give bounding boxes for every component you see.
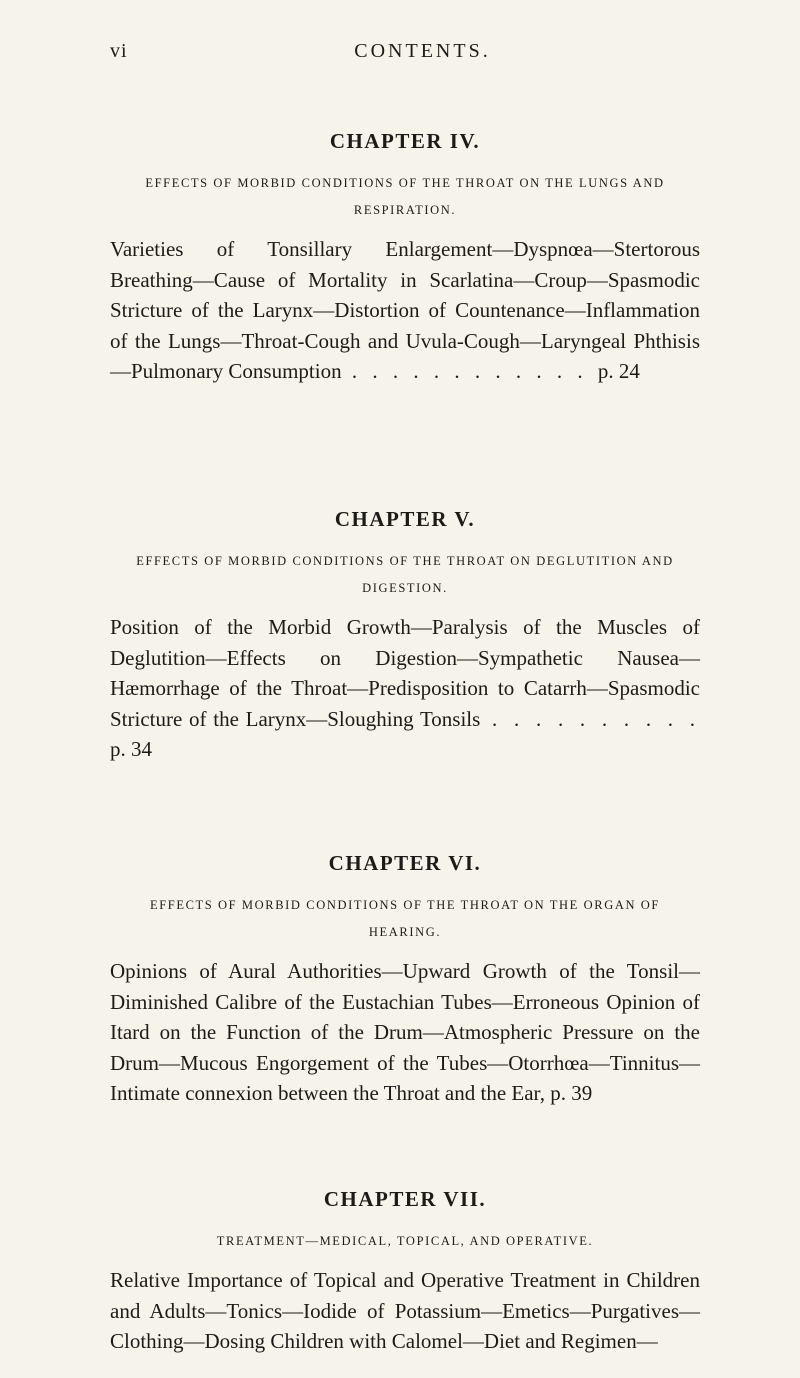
chapter-iv: [110, 126, 700, 408]
chapter-subtitle: EFFECTS OF MORBID CONDITIONS OF THE THROAT ON THE LUNGS AND RESPIRATION.: [145, 176, 665, 217]
dot-leader: . . . . . . . . . .: [480, 706, 701, 731]
chapter-summary: [110, 956, 700, 1109]
chapter-summary: [110, 1265, 700, 1357]
page-reference: p. 34: [110, 737, 152, 761]
running-title: CONTENTS.: [354, 40, 491, 62]
summary-text: Relative Importance of Topical and Operative Treatment in Children and Adults—Tonics—Iodide of Potassium—Emetics—Purgatives—Clothing—Dosing Children with Calomel—Diet and Regimen—: [110, 1268, 700, 1353]
chapter-subtitle: EFFECTS OF MORBID CONDITIONS OF THE THROAT ON DEGLUTITION AND DIGESTION.: [136, 554, 674, 595]
running-head: [110, 40, 700, 70]
summary-text: Position of the Morbid Growth—Paralysis of the Muscles of Deglutition—Effects on Digestion—Sympathetic Nausea—Hæmorrhage of the Throat—Predisposition to Catarrh—Spasmodic Stricture of the Larynx—Sloughing Tonsils: [110, 615, 700, 731]
chapter-subtitle: TREATMENT—MEDICAL, TOPICAL, AND OPERATIVE.: [216, 1234, 594, 1248]
chapter-title: CHAPTER IV.: [329, 129, 481, 153]
page-reference: p. 39: [550, 1081, 593, 1105]
chapter-vi: [110, 848, 700, 1130]
page-number: vi: [110, 40, 128, 62]
chapter-vii: [110, 1184, 700, 1378]
chapter-title: CHAPTER V.: [334, 507, 476, 531]
chapter-v: [110, 504, 700, 786]
chapter-title: CHAPTER VI.: [328, 851, 482, 875]
summary-text: Opinions of Aural Authorities—Upward Growth of the Tonsil—Diminished Calibre of the Eustachian Tubes—Erroneous Opinion of Itard on the Function of the Drum—Atmospheric Pressure on the Drum—Mucous Engorgement of the Tubes—Otorrhœa—Tinnitus—Intimate connexion between the Throat and the Ear,: [110, 959, 700, 1105]
chapter-title: CHAPTER VII.: [323, 1187, 487, 1211]
chapter-summary: [110, 612, 700, 765]
chapter-summary: [110, 234, 700, 387]
summary-text: Varieties of Tonsillary Enlargement—Dyspnœa—Stertorous Breathing—Cause of Mortality in Scarlatina—Croup—Spasmodic Stricture of the Larynx—Distortion of Countenance—Inflammation of the Lungs—Throat-Cough and Uvula-Cough—Laryngeal Phthisis—Pulmonary Consumption: [110, 237, 700, 383]
chapter-subtitle: EFFECTS OF MORBID CONDITIONS OF THE THROAT ON THE ORGAN OF HEARING.: [150, 898, 660, 939]
dot-leader: . . . . . . . . . . . .: [341, 359, 598, 383]
page-reference: p. 24: [597, 359, 640, 383]
